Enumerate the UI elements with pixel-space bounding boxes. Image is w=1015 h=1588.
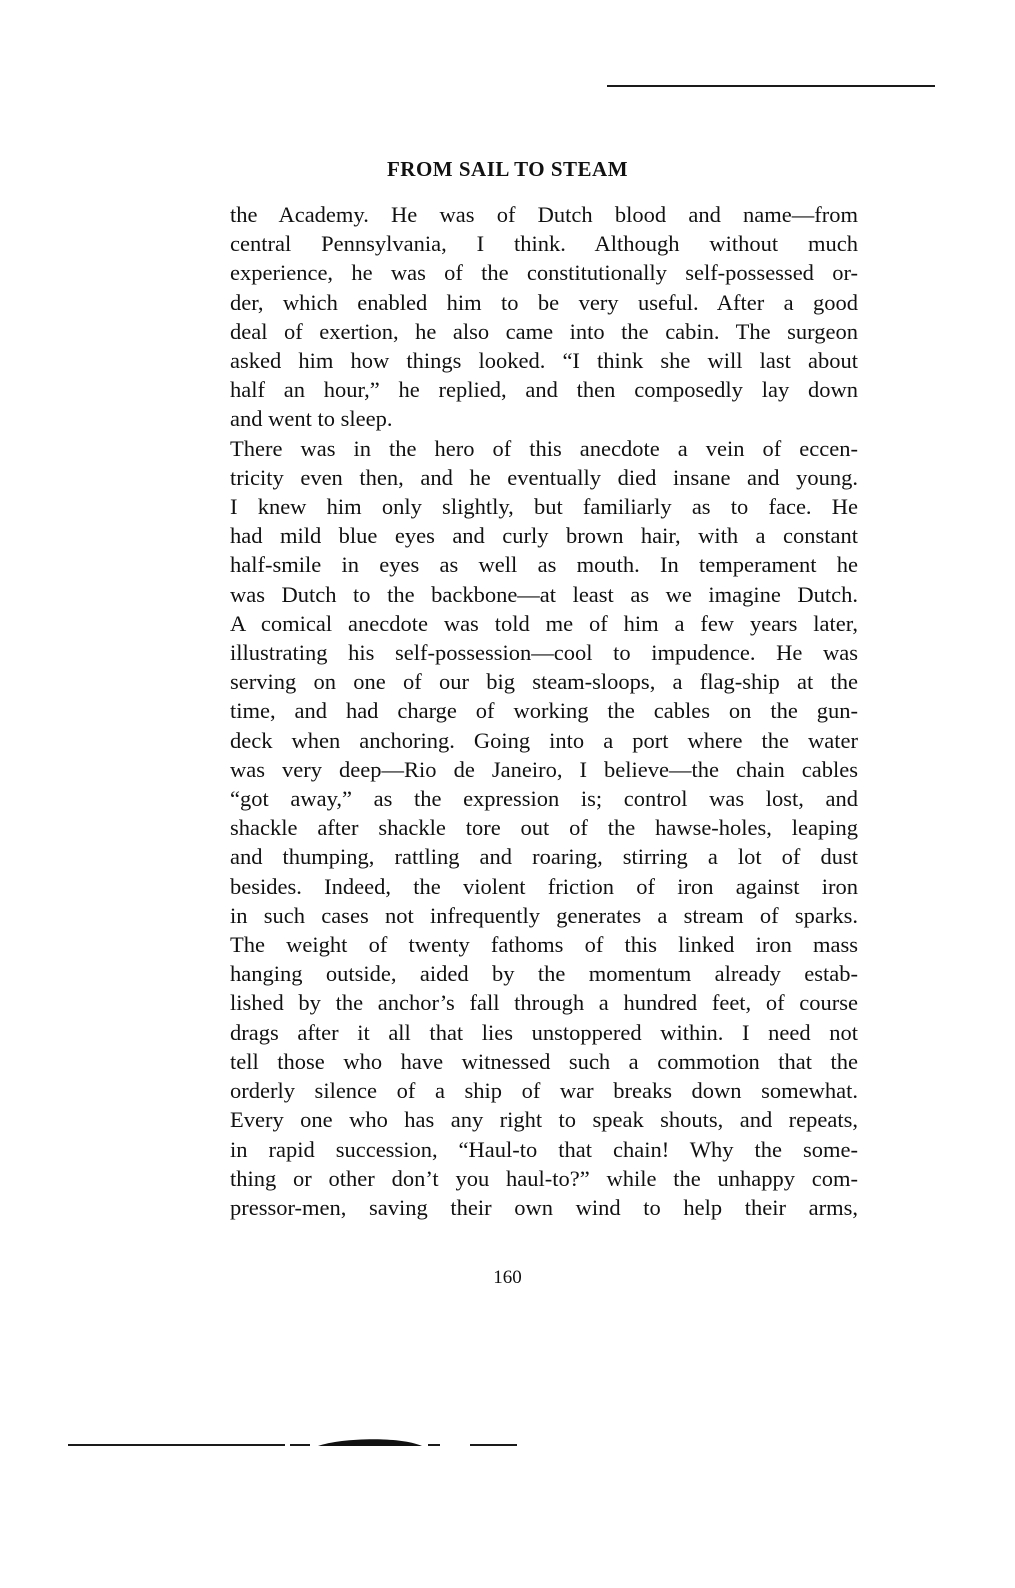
text-line: in such cases not infrequently generates a stream of sparks. — [230, 902, 858, 928]
text-line: I knew him only slightly, but familiarly as to face. He — [230, 494, 858, 520]
text-line: thing or other don’t you haul-to?” while the unhappy com- — [230, 1165, 858, 1191]
text-line: tell those who have witnessed such a commotion that the — [230, 1048, 858, 1074]
text-line: pressor-men, saving their own wind to help their arms, — [230, 1194, 858, 1220]
bottom-scan-rule — [0, 1437, 1015, 1449]
text-line: serving on one of our big steam-sloops, a flag-ship at the — [230, 669, 858, 695]
text-line: “got away,” as the expression is; control was lost, and — [230, 786, 858, 812]
text-line: asked him how things looked. “I think she will last about — [230, 348, 858, 374]
text-line: Every one who has any right to speak shouts, and repeats, — [230, 1107, 858, 1133]
text-line: deck when anchoring. Going into a port where the water — [230, 727, 858, 753]
text-line: A comical anecdote was told me of him a few years later, — [230, 610, 858, 636]
text-line: in rapid succession, “Haul-to that chain! Why the some- — [230, 1136, 858, 1162]
top-rule — [607, 85, 935, 87]
page-number: 160 — [493, 1267, 522, 1288]
text-line: orderly silence of a ship of war breaks down somewhat. — [230, 1078, 858, 1104]
text-line: had mild blue eyes and curly brown hair, with a constant — [230, 523, 858, 549]
text-line: besides. Indeed, the violent friction of iron against iron — [230, 873, 858, 899]
text-line: der, which enabled him to be very useful. After a good — [230, 289, 858, 315]
text-line: was Dutch to the backbone—at least as we imagine Dutch. — [230, 581, 858, 607]
text-line: time, and had charge of working the cables on the gun- — [230, 698, 858, 724]
text-line: experience, he was of the constitutionally self-possessed or- — [230, 260, 858, 286]
text-line: tricity even then, and he eventually died insane and young. — [230, 464, 858, 490]
text-line: half an hour,” he replied, and then composedly lay down — [230, 377, 858, 403]
scan-artifact-rule — [0, 1437, 1015, 1449]
text-line: There was in the hero of this anecdote a vein of eccen- — [230, 435, 858, 461]
text-line: the Academy. He was of Dutch blood and name—from — [230, 202, 858, 227]
text-line: was very deep—Rio de Janeiro, I believe—the chain cables — [230, 756, 858, 782]
text-line: shackle after shackle tore out of the hawse-holes, leaping — [230, 815, 858, 841]
text-line: illustrating his self-possession—cool to impudence. He was — [230, 640, 858, 666]
body-text — [230, 200, 858, 1222]
text-line: hanging outside, aided by the momentum already estab- — [230, 961, 858, 987]
text-line: and went to sleep. — [230, 406, 393, 432]
text-line: central Pennsylvania, I think. Although without much — [230, 231, 858, 257]
text-line: half-smile in eyes as well as mouth. In temperament he — [230, 552, 858, 578]
text-line: drags after it all that lies unstoppered within. I need not — [230, 1019, 858, 1045]
text-line: The weight of twenty fathoms of this linked iron mass — [230, 932, 858, 958]
text-line: deal of exertion, he also came into the cabin. The surgeon — [230, 318, 858, 344]
text-line: lished by the anchor’s fall through a hundred feet, of course — [230, 990, 858, 1016]
running-head: FROM SAIL TO STEAM — [386, 157, 629, 181]
paragraph-first-line — [230, 434, 858, 463]
text-line: and thumping, rattling and roaring, stirring a lot of dust — [230, 844, 858, 870]
